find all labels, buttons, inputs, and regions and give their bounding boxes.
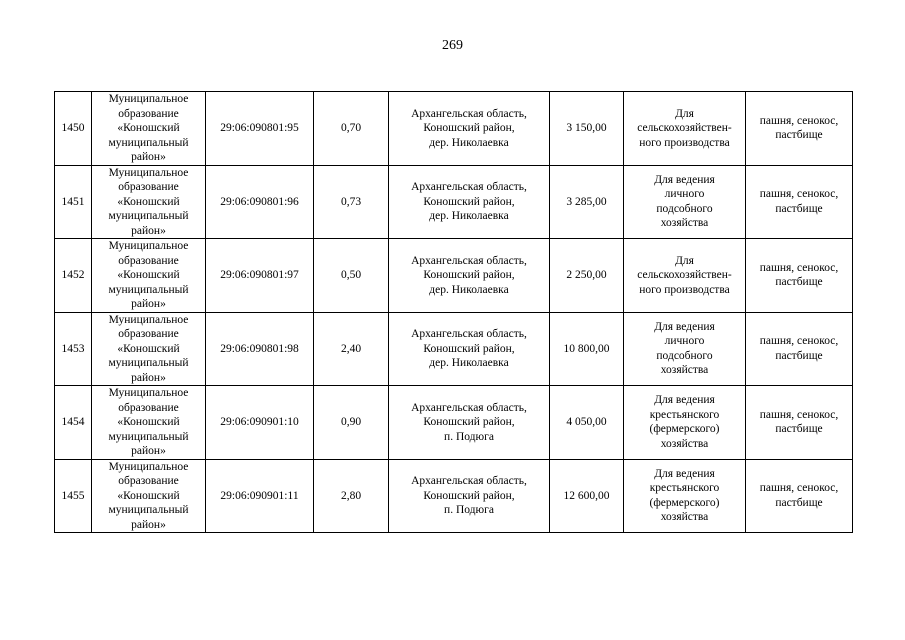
purpose-cell bbox=[624, 386, 746, 460]
owner-cell bbox=[92, 459, 206, 533]
address-line: п. Подюга bbox=[444, 430, 494, 443]
cadastral-number-cell bbox=[206, 386, 314, 460]
address-line: Архангельская область, bbox=[411, 401, 527, 414]
owner-line: Муниципальное bbox=[108, 313, 189, 326]
purpose-line: Для bbox=[675, 254, 694, 267]
row-number: 1455 bbox=[61, 489, 85, 502]
purpose-line: Для bbox=[675, 107, 694, 120]
cadastral-value: 12 600,00 bbox=[563, 489, 610, 502]
row-number: 1453 bbox=[61, 342, 85, 355]
table-body bbox=[55, 92, 853, 533]
use-line: пашня, сенокос, bbox=[759, 408, 839, 421]
purpose-line: подсобного bbox=[656, 349, 713, 362]
area-cell bbox=[314, 459, 389, 533]
use-line: пастбище bbox=[775, 349, 823, 362]
use-line: пастбище bbox=[775, 202, 823, 215]
use-line: пашня, сенокос, bbox=[759, 188, 839, 201]
owner-line: образование bbox=[118, 107, 179, 120]
area-value: 0,90 bbox=[340, 416, 362, 428]
cadastral-value: 10 800,00 bbox=[563, 342, 610, 355]
row-number-cell bbox=[55, 239, 92, 313]
owner-line: район» bbox=[131, 371, 166, 384]
purpose-line: сельскохозяйствен- bbox=[637, 122, 732, 134]
address-line: Архангельская область, bbox=[411, 181, 527, 193]
use-line: пашня, сенокос, bbox=[759, 114, 839, 127]
area-value: 0,50 bbox=[340, 269, 362, 281]
owner-line: «Коношский bbox=[117, 489, 180, 502]
purpose-line: крестьянского bbox=[649, 408, 720, 421]
address-cell bbox=[389, 386, 550, 460]
purpose-line: Для ведения bbox=[654, 320, 715, 333]
land-registry-table bbox=[54, 91, 853, 533]
owner-line: «Коношский bbox=[117, 416, 180, 428]
purpose-line: ного производства bbox=[639, 283, 730, 296]
owner-cell bbox=[92, 92, 206, 166]
owner-line: образование bbox=[118, 475, 179, 487]
address-line: п. Подюга bbox=[444, 504, 494, 516]
address-line: Коношский район, bbox=[423, 342, 515, 355]
purpose-cell bbox=[624, 165, 746, 239]
use-line: пашня, сенокос, bbox=[759, 335, 839, 348]
purpose-cell bbox=[624, 92, 746, 166]
address-cell bbox=[389, 165, 550, 239]
owner-cell bbox=[92, 239, 206, 313]
row-number: 1452 bbox=[61, 269, 85, 281]
cadastral-value-cell bbox=[550, 92, 624, 166]
cadastral-number: 29:06:090901:11 bbox=[220, 489, 299, 502]
address-line: Архангельская область, bbox=[411, 328, 527, 340]
owner-line: «Коношский bbox=[117, 195, 180, 208]
table-row bbox=[55, 165, 853, 239]
land-use-cell bbox=[746, 312, 853, 386]
owner-cell bbox=[92, 165, 206, 239]
owner-line: образование bbox=[118, 254, 179, 267]
owner-line: образование bbox=[118, 181, 179, 193]
use-line: пашня, сенокос, bbox=[759, 261, 839, 274]
address-line: Коношский район, bbox=[423, 269, 515, 281]
address-line: Архангельская область, bbox=[411, 475, 527, 487]
cadastral-number-cell bbox=[206, 312, 314, 386]
cadastral-number: 29:06:090801:98 bbox=[220, 342, 299, 355]
land-use-cell bbox=[746, 165, 853, 239]
purpose-line: хозяйства bbox=[660, 364, 709, 377]
land-use-cell bbox=[746, 239, 853, 313]
use-line: пастбище bbox=[775, 129, 823, 142]
use-line: пашня, сенокос, bbox=[759, 482, 839, 495]
purpose-line: хозяйства bbox=[660, 511, 709, 524]
owner-line: район» bbox=[131, 298, 166, 310]
address-line: Архангельская область, bbox=[411, 107, 527, 120]
area-value: 2,80 bbox=[340, 489, 362, 502]
land-use-cell bbox=[746, 459, 853, 533]
use-line: пастбище bbox=[775, 276, 823, 289]
use-line: пастбище bbox=[775, 496, 823, 509]
area-cell bbox=[314, 92, 389, 166]
owner-line: Муниципальное bbox=[108, 240, 189, 252]
cadastral-value-cell bbox=[550, 312, 624, 386]
address-line: Коношский район, bbox=[423, 489, 515, 502]
table-row bbox=[55, 239, 853, 313]
address-line: дер. Николаевка bbox=[429, 136, 509, 149]
row-number-cell bbox=[55, 312, 92, 386]
cadastral-number-cell bbox=[206, 165, 314, 239]
address-line: Коношский район, bbox=[423, 195, 515, 208]
owner-line: Муниципальное bbox=[108, 93, 189, 105]
owner-line: муниципальный bbox=[108, 136, 189, 149]
cadastral-value: 3 150,00 bbox=[566, 122, 607, 134]
cadastral-value-cell bbox=[550, 459, 624, 533]
cadastral-number: 29:06:090801:96 bbox=[220, 195, 299, 208]
area-cell bbox=[314, 312, 389, 386]
owner-line: муниципальный bbox=[108, 430, 189, 443]
purpose-cell bbox=[624, 239, 746, 313]
cadastral-number-cell bbox=[206, 239, 314, 313]
land-use-cell bbox=[746, 386, 853, 460]
purpose-line: подсобного bbox=[656, 202, 713, 215]
owner-line: муниципальный bbox=[108, 504, 189, 516]
cadastral-number: 29:06:090901:10 bbox=[220, 416, 299, 428]
owner-line: «Коношский bbox=[117, 342, 180, 355]
owner-line: образование bbox=[118, 328, 179, 340]
row-number-cell bbox=[55, 92, 92, 166]
row-number: 1454 bbox=[61, 416, 85, 428]
area-cell bbox=[314, 165, 389, 239]
area-value: 2,40 bbox=[340, 342, 362, 355]
cadastral-number: 29:06:090801:97 bbox=[220, 269, 299, 281]
address-line: дер. Николаевка bbox=[429, 210, 509, 222]
cadastral-value: 3 285,00 bbox=[566, 195, 607, 208]
use-line: пастбище bbox=[775, 423, 823, 436]
page-number: 269 bbox=[442, 38, 463, 53]
purpose-line: (фермерского) bbox=[649, 423, 720, 436]
purpose-line: Для ведения bbox=[654, 467, 715, 480]
table-row bbox=[55, 312, 853, 386]
address-line: дер. Николаевка bbox=[429, 283, 509, 296]
table-row bbox=[55, 459, 853, 533]
purpose-line: Для ведения bbox=[654, 394, 715, 407]
owner-line: «Коношский bbox=[117, 269, 180, 281]
owner-line: район» bbox=[131, 224, 166, 237]
owner-line: Муниципальное bbox=[108, 166, 189, 179]
purpose-line: сельскохозяйствен- bbox=[637, 269, 732, 281]
cadastral-value: 4 050,00 bbox=[566, 416, 607, 428]
land-use-cell bbox=[746, 92, 853, 166]
address-cell bbox=[389, 239, 550, 313]
owner-line: муниципальный bbox=[108, 210, 189, 222]
purpose-line: хозяйства bbox=[660, 437, 709, 450]
address-cell bbox=[389, 92, 550, 166]
area-value: 0,73 bbox=[340, 195, 362, 208]
cadastral-value: 2 250,00 bbox=[566, 269, 607, 281]
cadastral-value-cell bbox=[550, 386, 624, 460]
purpose-cell bbox=[624, 459, 746, 533]
purpose-line: (фермерского) bbox=[649, 496, 720, 509]
area-cell bbox=[314, 386, 389, 460]
cadastral-number-cell bbox=[206, 459, 314, 533]
owner-line: Муниципальное bbox=[108, 460, 189, 473]
purpose-line: крестьянского bbox=[649, 482, 720, 495]
row-number: 1450 bbox=[61, 122, 85, 134]
area-value: 0,70 bbox=[340, 122, 362, 134]
cadastral-value-cell bbox=[550, 239, 624, 313]
row-number-cell bbox=[55, 386, 92, 460]
purpose-line: ного производства bbox=[639, 136, 730, 149]
row-number-cell bbox=[55, 459, 92, 533]
area-cell bbox=[314, 239, 389, 313]
address-cell bbox=[389, 312, 550, 386]
row-number-cell bbox=[55, 165, 92, 239]
purpose-cell bbox=[624, 312, 746, 386]
cadastral-number: 29:06:090801:95 bbox=[220, 122, 299, 134]
table-row bbox=[55, 92, 853, 166]
purpose-line: хозяйства bbox=[660, 217, 709, 230]
owner-line: район» bbox=[131, 445, 166, 457]
address-cell bbox=[389, 459, 550, 533]
row-number: 1451 bbox=[61, 195, 85, 208]
owner-line: район» bbox=[131, 151, 166, 163]
address-line: Архангельская область, bbox=[411, 254, 527, 267]
purpose-line: Для ведения bbox=[654, 173, 715, 186]
owner-line: район» bbox=[131, 518, 166, 531]
owner-line: «Коношский bbox=[117, 122, 180, 134]
cadastral-number-cell bbox=[206, 92, 314, 166]
owner-cell bbox=[92, 386, 206, 460]
address-line: Коношский район, bbox=[423, 416, 515, 428]
purpose-line: личного bbox=[664, 335, 705, 348]
owner-line: муниципальный bbox=[108, 283, 189, 296]
address-line: Коношский район, bbox=[423, 122, 515, 134]
table-row bbox=[55, 386, 853, 460]
cadastral-value-cell bbox=[550, 165, 624, 239]
purpose-line: личного bbox=[664, 188, 705, 201]
owner-cell bbox=[92, 312, 206, 386]
owner-line: муниципальный bbox=[108, 357, 189, 369]
owner-line: Муниципальное bbox=[108, 387, 189, 399]
address-line: дер. Николаевка bbox=[429, 357, 509, 369]
owner-line: образование bbox=[118, 401, 179, 414]
